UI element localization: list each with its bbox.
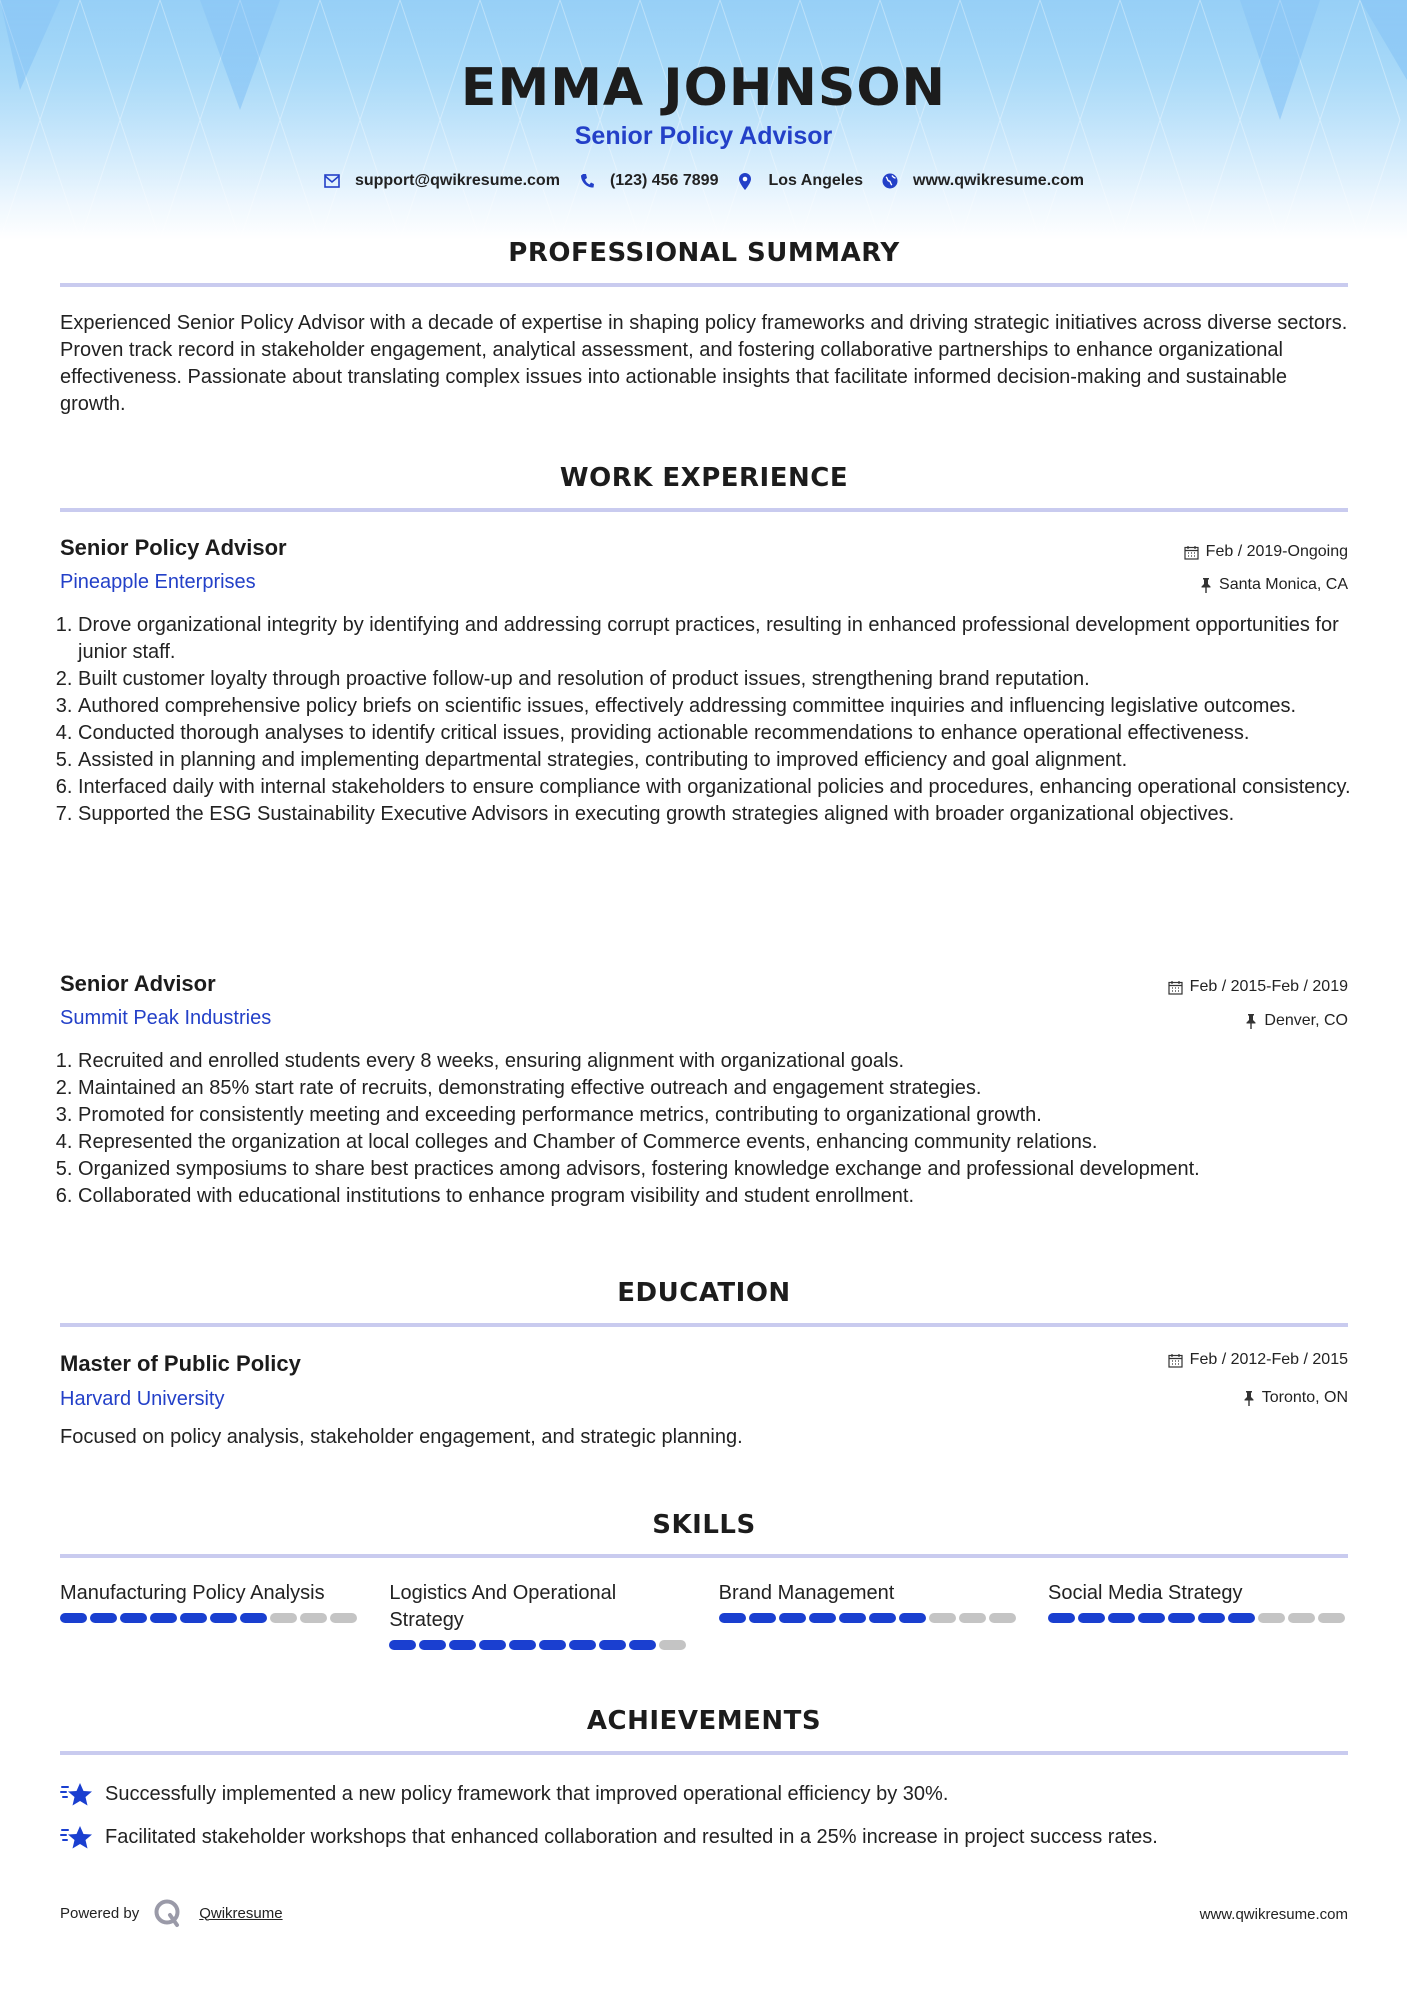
pushpin-icon bbox=[1245, 1014, 1257, 1029]
calendar-icon bbox=[1168, 1353, 1183, 1368]
skill-dot-filled bbox=[899, 1613, 926, 1623]
bullet-item: 4. Conducted thorough analyses to identify critical issues, providing actionable recommendations to enhance operational effectiveness. bbox=[78, 720, 1368, 747]
skill-dot-filled bbox=[240, 1613, 267, 1623]
skill-dot-filled bbox=[599, 1640, 626, 1650]
bullet-item: 2. Maintained an 85% start rate of recruits, demonstrating effective outreach and engagement strategies. bbox=[78, 1075, 1368, 1102]
section-heading-education: EDUCATION bbox=[617, 1278, 791, 1308]
section-heading-achievements: ACHIEVEMENTS bbox=[586, 1706, 822, 1736]
skill-dot-filled bbox=[1228, 1613, 1255, 1623]
skill-dot-filled bbox=[180, 1613, 207, 1623]
skill-dot-filled bbox=[150, 1613, 177, 1623]
skill-dot-filled bbox=[389, 1640, 416, 1650]
section-heading-summary: PROFESSIONAL SUMMARY bbox=[508, 238, 900, 268]
skill-rating bbox=[60, 1613, 360, 1623]
skill-rating bbox=[1048, 1613, 1348, 1623]
skill-dot-filled bbox=[869, 1613, 896, 1623]
job-dates-text: Feb / 2015-Feb / 2019 bbox=[1189, 978, 1348, 995]
contact-email[interactable] bbox=[323, 172, 560, 190]
bullet-item: 2. Built customer loyalty through proactive follow-up and resolution of product issues, strengthening brand reputation. bbox=[78, 666, 1368, 693]
candidate-name: EMMA JOHNSON bbox=[460, 58, 947, 118]
globe-icon bbox=[881, 172, 899, 190]
skill-dot-filled bbox=[479, 1640, 506, 1650]
section-divider bbox=[60, 508, 1348, 512]
education-dates bbox=[1168, 1351, 1348, 1369]
skill-dot-filled bbox=[210, 1613, 237, 1623]
skill-dot-filled bbox=[90, 1613, 117, 1623]
skill-dot-filled bbox=[839, 1613, 866, 1623]
skill-dot-empty bbox=[929, 1613, 956, 1623]
calendar-icon bbox=[1184, 545, 1199, 560]
contact-phone[interactable] bbox=[578, 172, 719, 190]
skill-dot-filled bbox=[719, 1613, 746, 1623]
location-text: Los Angeles bbox=[768, 172, 864, 189]
bullet-item: 6. Collaborated with educational institutions to enhance program visibility and student enrollment. bbox=[78, 1183, 1368, 1210]
skill-dot-empty bbox=[270, 1613, 297, 1623]
job-dates-text: Feb / 2019-Ongoing bbox=[1205, 543, 1348, 560]
skill-dot-empty bbox=[1258, 1613, 1285, 1623]
skill-dot-empty bbox=[989, 1613, 1016, 1623]
footer-powered-by bbox=[60, 1898, 283, 1928]
skill-dot-empty bbox=[959, 1613, 986, 1623]
bullet-item: 3. Promoted for consistently meeting and exceeding performance metrics, contributing to organizational growth. bbox=[78, 1102, 1368, 1129]
skill-dot-filled bbox=[1198, 1613, 1225, 1623]
achievement-text: Facilitated stakeholder workshops that enhanced collaboration and resulted in a 25% increase in project success rates. bbox=[105, 1825, 1158, 1848]
skill-dot-empty bbox=[330, 1613, 357, 1623]
bullet-item: 6. Interfaced daily with internal stakeholders to ensure compliance with organizational policies and procedures, enhancing operational consistency. bbox=[78, 774, 1368, 801]
education-location-text: Toronto, ON bbox=[1261, 1389, 1348, 1406]
section-heading-skills: SKILLS bbox=[652, 1510, 756, 1540]
skill-rating bbox=[389, 1640, 689, 1650]
section-divider bbox=[60, 1751, 1348, 1755]
skill-dot-filled bbox=[1078, 1613, 1105, 1623]
skill-rating bbox=[719, 1613, 1019, 1623]
school-name: Harvard University bbox=[60, 1388, 225, 1410]
bullet-item: 5. Organized symposiums to share best practices among advisors, fostering knowledge exchange and professional development. bbox=[78, 1156, 1368, 1183]
bullet-item: 1. Recruited and enrolled students every 8 weeks, ensuring alignment with organizational goals. bbox=[78, 1048, 1368, 1075]
skill-name: Brand Management bbox=[718, 1582, 895, 1604]
skill-dot-filled bbox=[1138, 1613, 1165, 1623]
skill-dot-filled bbox=[809, 1613, 836, 1623]
summary-text: Experienced Senior Policy Advisor with a decade of expertise in shaping policy frameworks and driving strategic initiatives across diverse sectors. Proven track record in stakeholder engagement, analytical assessment, and fostering collaborative partnerships to enhance organizational effectiveness. Passionate about translating complex issues into actionable insights that facilitate informed decision-making and sustainable growth. bbox=[60, 312, 1348, 415]
bullet-item: 7. Supported the ESG Sustainability Executive Advisors in executing growth strategies aligned with broader organizational objectives. bbox=[78, 801, 1368, 828]
contact-location bbox=[736, 172, 863, 190]
skill-item bbox=[1048, 1580, 1348, 1650]
skill-dot-filled bbox=[419, 1640, 446, 1650]
skill-dot-filled bbox=[509, 1640, 536, 1650]
degree-title: Master of Public Policy bbox=[60, 1351, 301, 1376]
job-bullets bbox=[60, 1048, 1368, 1210]
job-location-text: Santa Monica, CA bbox=[1219, 576, 1348, 593]
skill-dot-filled bbox=[749, 1613, 776, 1623]
powered-by-label: Powered by bbox=[60, 1904, 140, 1922]
job-bullets bbox=[60, 612, 1368, 828]
education-location bbox=[1243, 1389, 1348, 1407]
company-name: Pineapple Enterprises bbox=[60, 571, 256, 593]
education-dates-text: Feb / 2012-Feb / 2015 bbox=[1189, 1351, 1348, 1368]
section-divider bbox=[60, 283, 1348, 287]
skill-dot-empty bbox=[1288, 1613, 1315, 1623]
footer-website[interactable]: www.qwikresume.com bbox=[1199, 1906, 1348, 1923]
achievement-text: Successfully implemented a new policy framework that improved operational efficiency by 30%. bbox=[105, 1782, 949, 1805]
job-title: Senior Policy Advisor bbox=[60, 535, 287, 560]
skill-dot-filled bbox=[1168, 1613, 1195, 1623]
bullet-item: 1. Drove organizational integrity by identifying and addressing corrupt practices, resulting in enhanced professional development opportunities for junior staff. bbox=[78, 612, 1368, 666]
skill-item bbox=[60, 1580, 360, 1650]
skill-dot-filled bbox=[779, 1613, 806, 1623]
qwikresume-logo-icon bbox=[153, 1898, 183, 1928]
bullet-item: 4. Represented the organization at local colleges and Chamber of Commerce events, enhancing community relations. bbox=[78, 1129, 1368, 1156]
skill-dot-filled bbox=[539, 1640, 566, 1650]
skill-dot-filled bbox=[1048, 1613, 1075, 1623]
contact-website[interactable] bbox=[881, 172, 1084, 190]
section-divider bbox=[60, 1554, 1348, 1558]
skill-item bbox=[389, 1580, 689, 1650]
job-location-text: Denver, CO bbox=[1264, 1012, 1348, 1029]
skills-grid bbox=[60, 1580, 1348, 1650]
section-divider bbox=[60, 1323, 1348, 1327]
skill-dot-filled bbox=[629, 1640, 656, 1650]
job-dates bbox=[1168, 978, 1348, 996]
skill-dot-filled bbox=[1108, 1613, 1135, 1623]
job-location bbox=[1245, 1012, 1348, 1030]
job-location bbox=[1200, 576, 1348, 594]
company-name: Summit Peak Industries bbox=[60, 1007, 272, 1029]
job-dates bbox=[1184, 543, 1348, 561]
achievement-item bbox=[60, 1822, 1158, 1852]
email-icon bbox=[323, 172, 341, 190]
location-icon bbox=[736, 172, 754, 190]
phone-text: (123) 456 7899 bbox=[609, 172, 719, 189]
education-description: Focused on policy analysis, stakeholder engagement, and strategic planning. bbox=[60, 1426, 743, 1448]
skill-dot-empty bbox=[659, 1640, 686, 1650]
skill-dot-filled bbox=[120, 1613, 147, 1623]
bullet-item: 3. Authored comprehensive policy briefs on scientific issues, effectively addressing committee inquiries and influencing legislative outcomes. bbox=[78, 693, 1368, 720]
contact-bar bbox=[0, 172, 1407, 190]
candidate-title: Senior Policy Advisor bbox=[574, 122, 833, 150]
skill-dot-empty bbox=[1318, 1613, 1345, 1623]
pushpin-icon bbox=[1200, 578, 1212, 593]
skill-dot-filled bbox=[60, 1613, 87, 1623]
star-icon bbox=[60, 1779, 94, 1809]
section-heading-experience: WORK EXPERIENCE bbox=[559, 463, 849, 493]
skill-item bbox=[719, 1580, 1019, 1650]
skill-dot-empty bbox=[300, 1613, 327, 1623]
calendar-icon bbox=[1168, 980, 1183, 995]
skill-dot-filled bbox=[449, 1640, 476, 1650]
bullet-item: 5. Assisted in planning and implementing departmental strategies, contributing to improved efficiency and goal alignment. bbox=[78, 747, 1368, 774]
star-icon bbox=[60, 1822, 94, 1852]
skill-name: Social Media Strategy bbox=[1047, 1582, 1243, 1604]
qwikresume-link[interactable]: Qwikresume bbox=[199, 1904, 283, 1922]
achievement-item bbox=[60, 1779, 948, 1809]
skill-name: Manufacturing Policy Analysis bbox=[60, 1582, 325, 1604]
skill-dot-filled bbox=[569, 1640, 596, 1650]
email-text: support@qwikresume.com bbox=[354, 172, 560, 189]
job-title: Senior Advisor bbox=[60, 971, 216, 996]
pushpin-icon bbox=[1243, 1391, 1255, 1406]
website-text: www.qwikresume.com bbox=[913, 172, 1085, 189]
skill-name: Logistics And Operational Strategy bbox=[389, 1582, 617, 1631]
phone-icon bbox=[578, 172, 596, 190]
